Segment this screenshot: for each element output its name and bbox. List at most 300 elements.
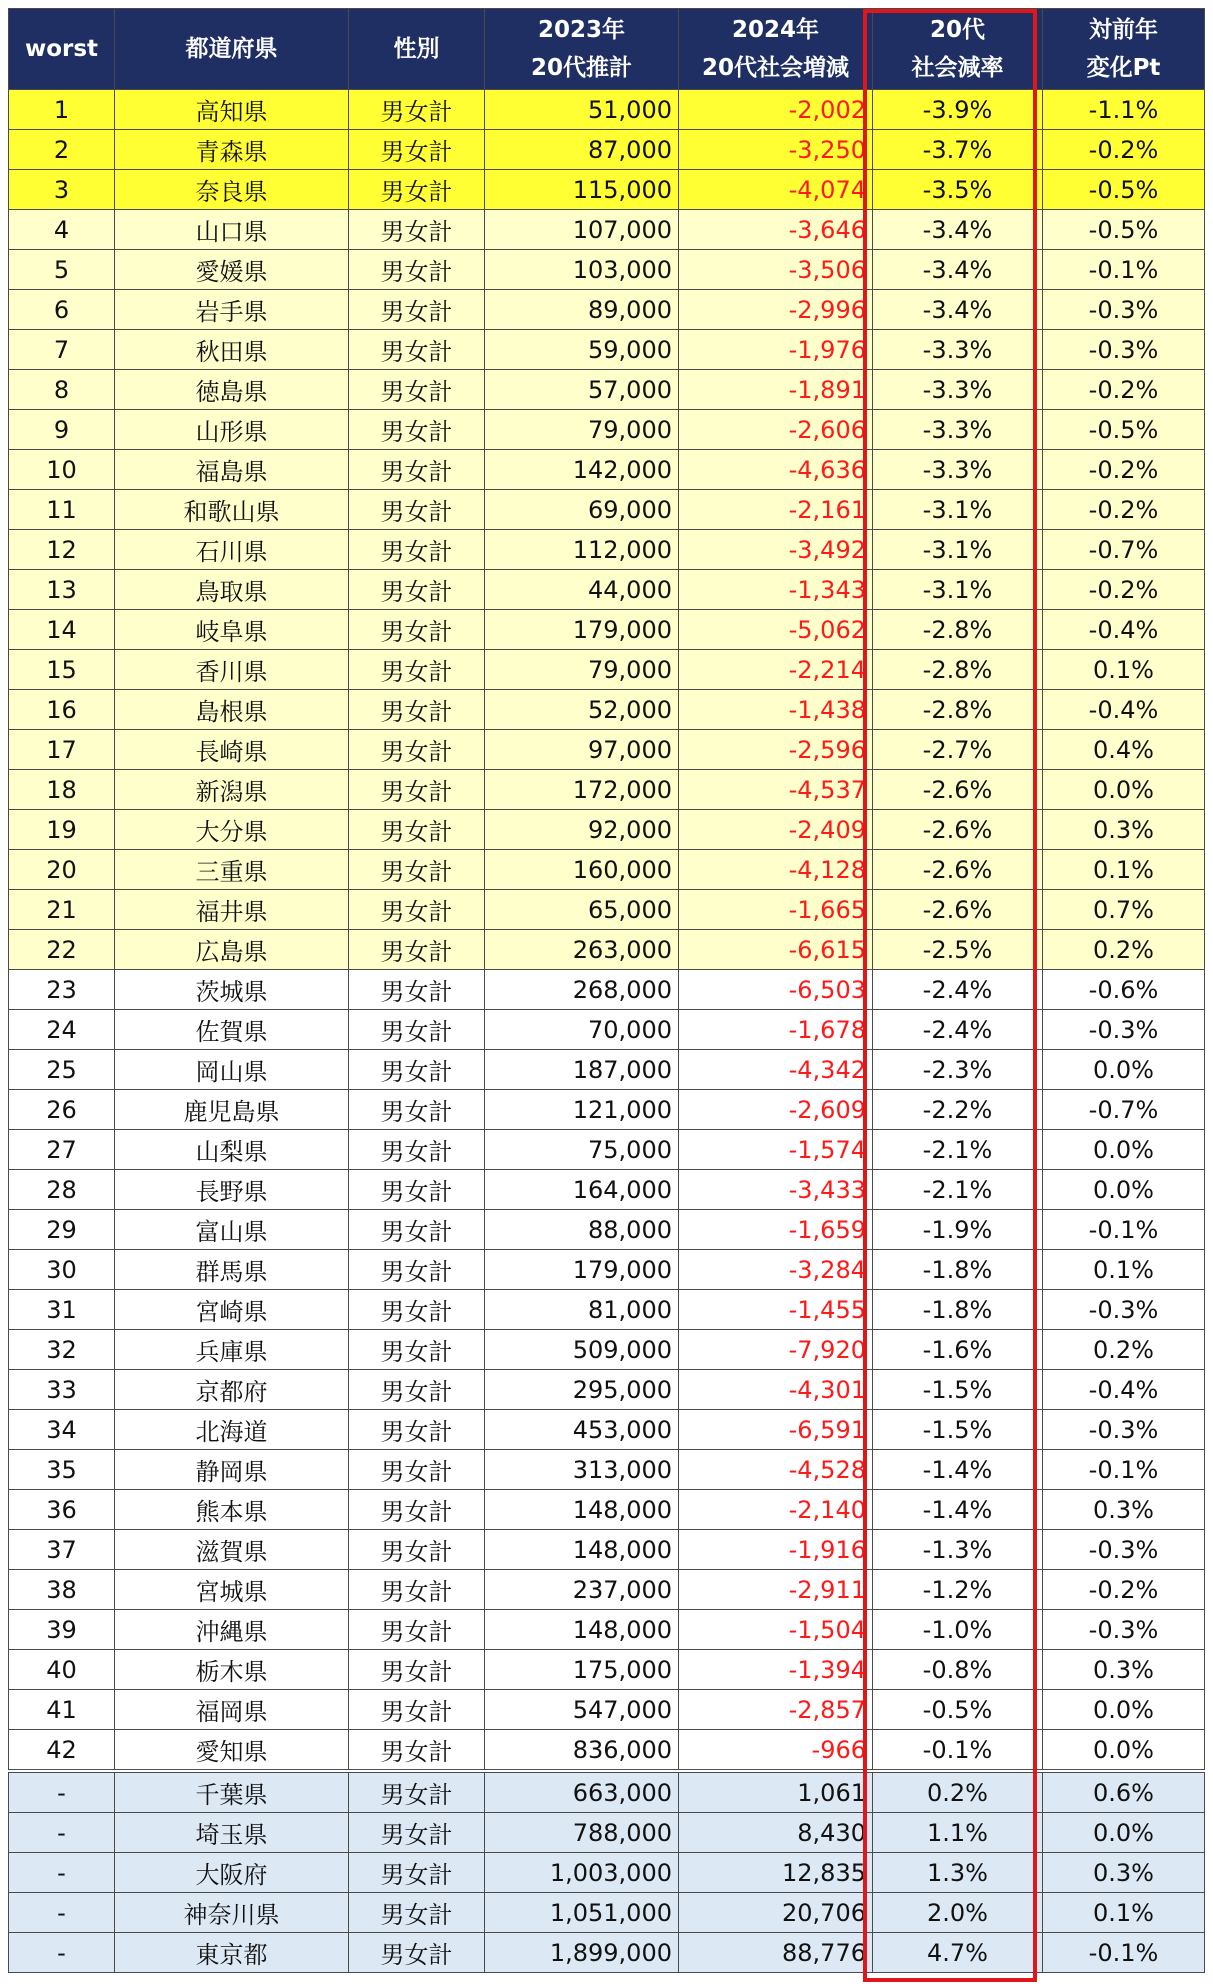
cell-rank: 29 — [9, 1210, 115, 1250]
cell-yoy-change: 0.4% — [1043, 730, 1205, 770]
cell-social-change: -2,002 — [679, 90, 873, 130]
cell-decrease-rate: -2.6% — [873, 810, 1043, 850]
cell-decrease-rate: -3.9% — [873, 90, 1043, 130]
cell-decrease-rate: -2.6% — [873, 850, 1043, 890]
cell-population: 115,000 — [485, 170, 679, 210]
cell-population: 1,899,000 — [485, 1933, 679, 1973]
cell-rank: 19 — [9, 810, 115, 850]
cell-rank: 37 — [9, 1530, 115, 1570]
cell-rank: 13 — [9, 570, 115, 610]
cell-rank: - — [9, 1933, 115, 1973]
cell-rank: 7 — [9, 330, 115, 370]
cell-social-change: -3,250 — [679, 130, 873, 170]
cell-sex: 男女計 — [349, 1250, 485, 1290]
cell-sex: 男女計 — [349, 930, 485, 970]
cell-rank: 41 — [9, 1690, 115, 1730]
cell-yoy-change: 0.7% — [1043, 890, 1205, 930]
cell-social-change: -4,636 — [679, 450, 873, 490]
cell-yoy-change: -0.3% — [1043, 1410, 1205, 1450]
cell-yoy-change: -0.4% — [1043, 610, 1205, 650]
table-row — [9, 90, 1205, 130]
cell-decrease-rate: -1.5% — [873, 1370, 1043, 1410]
header-sex: 性別 — [349, 9, 485, 90]
cell-prefecture: 千葉県 — [115, 1771, 349, 1813]
cell-prefecture: 広島県 — [115, 930, 349, 970]
cell-sex: 男女計 — [349, 90, 485, 130]
cell-decrease-rate: -2.6% — [873, 890, 1043, 930]
cell-rank: 3 — [9, 170, 115, 210]
cell-sex: 男女計 — [349, 530, 485, 570]
cell-prefecture: 大分県 — [115, 810, 349, 850]
cell-rank: 35 — [9, 1450, 115, 1490]
cell-yoy-change: 0.3% — [1043, 1853, 1205, 1893]
cell-decrease-rate: -1.4% — [873, 1450, 1043, 1490]
cell-rank: 24 — [9, 1010, 115, 1050]
header-population-line2: 20代推計 — [530, 55, 632, 81]
cell-prefecture: 三重県 — [115, 850, 349, 890]
cell-decrease-rate: -2.2% — [873, 1090, 1043, 1130]
cell-social-change: -1,665 — [679, 890, 873, 930]
table-row — [9, 1010, 1205, 1050]
cell-prefecture: 富山県 — [115, 1210, 349, 1250]
table-row — [9, 1210, 1205, 1250]
cell-prefecture: 佐賀県 — [115, 1010, 349, 1050]
cell-decrease-rate: 1.1% — [873, 1813, 1043, 1853]
cell-decrease-rate: -3.1% — [873, 570, 1043, 610]
table-row — [9, 330, 1205, 370]
cell-rank: 33 — [9, 1370, 115, 1410]
table-header — [9, 9, 1205, 90]
cell-decrease-rate: -2.1% — [873, 1130, 1043, 1170]
cell-decrease-rate: -2.4% — [873, 970, 1043, 1010]
cell-sex: 男女計 — [349, 1610, 485, 1650]
cell-population: 142,000 — [485, 450, 679, 490]
cell-rank: 42 — [9, 1730, 115, 1772]
cell-decrease-rate: -3.4% — [873, 210, 1043, 250]
header-prefecture: 都道府県 — [115, 9, 349, 90]
cell-prefecture: 福岡県 — [115, 1690, 349, 1730]
cell-sex: 男女計 — [349, 1771, 485, 1813]
cell-sex: 男女計 — [349, 610, 485, 650]
cell-sex: 男女計 — [349, 170, 485, 210]
cell-prefecture: 岩手県 — [115, 290, 349, 330]
cell-social-change: -2,996 — [679, 290, 873, 330]
cell-sex: 男女計 — [349, 570, 485, 610]
cell-prefecture: 福島県 — [115, 450, 349, 490]
cell-social-change: -1,504 — [679, 1610, 873, 1650]
cell-prefecture: 宮城県 — [115, 1570, 349, 1610]
cell-decrease-rate: -3.1% — [873, 530, 1043, 570]
cell-sex: 男女計 — [349, 1853, 485, 1893]
cell-decrease-rate: -1.0% — [873, 1610, 1043, 1650]
cell-yoy-change: -0.2% — [1043, 490, 1205, 530]
header-yoy-change-line1: 対前年 — [1089, 17, 1158, 43]
table-row — [9, 170, 1205, 210]
cell-prefecture: 新潟県 — [115, 770, 349, 810]
cell-decrease-rate: -2.7% — [873, 730, 1043, 770]
cell-rank: 2 — [9, 130, 115, 170]
cell-yoy-change: -0.3% — [1043, 1610, 1205, 1650]
cell-prefecture: 熊本県 — [115, 1490, 349, 1530]
cell-prefecture: 徳島県 — [115, 370, 349, 410]
table-row — [9, 1170, 1205, 1210]
cell-decrease-rate: -0.1% — [873, 1730, 1043, 1772]
table-row — [9, 1130, 1205, 1170]
cell-yoy-change: -0.3% — [1043, 290, 1205, 330]
cell-social-change: -2,596 — [679, 730, 873, 770]
cell-population: 836,000 — [485, 1730, 679, 1772]
cell-prefecture: 兵庫県 — [115, 1330, 349, 1370]
cell-population: 79,000 — [485, 410, 679, 450]
cell-social-change: 8,430 — [679, 1813, 873, 1853]
header-row — [9, 9, 1205, 90]
cell-population: 97,000 — [485, 730, 679, 770]
cell-yoy-change: -0.6% — [1043, 970, 1205, 1010]
cell-prefecture: 東京都 — [115, 1933, 349, 1973]
cell-prefecture: 京都府 — [115, 1370, 349, 1410]
table-row — [9, 250, 1205, 290]
cell-yoy-change: 0.6% — [1043, 1771, 1205, 1813]
table-row — [9, 1090, 1205, 1130]
cell-decrease-rate: -2.1% — [873, 1170, 1043, 1210]
cell-social-change: -4,128 — [679, 850, 873, 890]
table-row — [9, 570, 1205, 610]
cell-rank: 26 — [9, 1090, 115, 1130]
table-row — [9, 1853, 1205, 1893]
cell-sex: 男女計 — [349, 370, 485, 410]
cell-rank: 5 — [9, 250, 115, 290]
cell-population: 509,000 — [485, 1330, 679, 1370]
header-social-change-line1: 2024年 — [731, 17, 819, 43]
table-row — [9, 410, 1205, 450]
cell-sex: 男女計 — [349, 1010, 485, 1050]
cell-population: 69,000 — [485, 490, 679, 530]
cell-sex: 男女計 — [349, 130, 485, 170]
cell-sex: 男女計 — [349, 1730, 485, 1772]
cell-prefecture: 静岡県 — [115, 1450, 349, 1490]
cell-prefecture: 埼玉県 — [115, 1813, 349, 1853]
cell-sex: 男女計 — [349, 210, 485, 250]
cell-decrease-rate: -2.5% — [873, 930, 1043, 970]
cell-yoy-change: 0.2% — [1043, 1330, 1205, 1370]
cell-yoy-change: -0.5% — [1043, 410, 1205, 450]
cell-sex: 男女計 — [349, 1170, 485, 1210]
cell-yoy-change: -0.5% — [1043, 210, 1205, 250]
cell-sex: 男女計 — [349, 1893, 485, 1933]
cell-social-change: 12,835 — [679, 1853, 873, 1893]
cell-prefecture: 岡山県 — [115, 1050, 349, 1090]
cell-rank: 1 — [9, 90, 115, 130]
cell-sex: 男女計 — [349, 1933, 485, 1973]
header-social-change-line2: 20代社会増減 — [701, 55, 849, 81]
cell-population: 52,000 — [485, 690, 679, 730]
cell-yoy-change: -0.1% — [1043, 1450, 1205, 1490]
table-row — [9, 1250, 1205, 1290]
cell-sex: 男女計 — [349, 410, 485, 450]
cell-population: 313,000 — [485, 1450, 679, 1490]
table-row — [9, 1730, 1205, 1772]
cell-prefecture: 高知県 — [115, 90, 349, 130]
cell-population: 453,000 — [485, 1410, 679, 1450]
cell-yoy-change: 0.1% — [1043, 1250, 1205, 1290]
cell-rank: 10 — [9, 450, 115, 490]
cell-rank: 9 — [9, 410, 115, 450]
cell-rank: 11 — [9, 490, 115, 530]
table-body — [9, 90, 1205, 1973]
table-row — [9, 770, 1205, 810]
cell-rank: 27 — [9, 1130, 115, 1170]
table-row — [9, 1893, 1205, 1933]
table-row — [9, 210, 1205, 250]
cell-decrease-rate: -0.5% — [873, 1690, 1043, 1730]
table-row — [9, 1530, 1205, 1570]
header-yoy-change — [1043, 9, 1205, 90]
cell-sex: 男女計 — [349, 1090, 485, 1130]
cell-rank: 23 — [9, 970, 115, 1010]
cell-social-change: -1,976 — [679, 330, 873, 370]
cell-rank: 28 — [9, 1170, 115, 1210]
cell-yoy-change: -0.1% — [1043, 1933, 1205, 1973]
cell-sex: 男女計 — [349, 1490, 485, 1530]
cell-sex: 男女計 — [349, 330, 485, 370]
cell-population: 148,000 — [485, 1530, 679, 1570]
cell-social-change: -2,606 — [679, 410, 873, 450]
cell-yoy-change: 0.0% — [1043, 1130, 1205, 1170]
cell-social-change: -1,455 — [679, 1290, 873, 1330]
cell-yoy-change: 0.2% — [1043, 930, 1205, 970]
table-row — [9, 1410, 1205, 1450]
cell-decrease-rate: -1.9% — [873, 1210, 1043, 1250]
cell-population: 148,000 — [485, 1490, 679, 1530]
cell-decrease-rate: -2.8% — [873, 650, 1043, 690]
cell-sex: 男女計 — [349, 1130, 485, 1170]
cell-rank: 16 — [9, 690, 115, 730]
cell-population: 179,000 — [485, 610, 679, 650]
cell-prefecture: 奈良県 — [115, 170, 349, 210]
table-row — [9, 730, 1205, 770]
cell-decrease-rate: -1.6% — [873, 1330, 1043, 1370]
cell-sex: 男女計 — [349, 490, 485, 530]
cell-rank: 17 — [9, 730, 115, 770]
cell-prefecture: 愛媛県 — [115, 250, 349, 290]
cell-yoy-change: -0.7% — [1043, 530, 1205, 570]
cell-rank: 18 — [9, 770, 115, 810]
cell-population: 75,000 — [485, 1130, 679, 1170]
table-row — [9, 690, 1205, 730]
cell-rank: 15 — [9, 650, 115, 690]
cell-decrease-rate: 1.3% — [873, 1853, 1043, 1893]
cell-social-change: -4,342 — [679, 1050, 873, 1090]
cell-decrease-rate: -1.8% — [873, 1290, 1043, 1330]
table-row — [9, 930, 1205, 970]
table-row — [9, 610, 1205, 650]
cell-rank: 36 — [9, 1490, 115, 1530]
cell-social-change: -2,409 — [679, 810, 873, 850]
cell-rank: - — [9, 1771, 115, 1813]
cell-sex: 男女計 — [349, 1210, 485, 1250]
cell-population: 148,000 — [485, 1610, 679, 1650]
prefecture-ranking-table — [8, 8, 1205, 1973]
cell-prefecture: 大阪府 — [115, 1853, 349, 1893]
table-row — [9, 1610, 1205, 1650]
table-row — [9, 650, 1205, 690]
cell-decrease-rate: -2.6% — [873, 770, 1043, 810]
cell-social-change: -2,140 — [679, 1490, 873, 1530]
cell-prefecture: 群馬県 — [115, 1250, 349, 1290]
cell-social-change: -1,678 — [679, 1010, 873, 1050]
cell-yoy-change: 0.3% — [1043, 810, 1205, 850]
cell-population: 547,000 — [485, 1690, 679, 1730]
cell-population: 89,000 — [485, 290, 679, 330]
cell-social-change: -3,433 — [679, 1170, 873, 1210]
cell-social-change: -6,503 — [679, 970, 873, 1010]
cell-yoy-change: -0.4% — [1043, 1370, 1205, 1410]
table-row — [9, 1050, 1205, 1090]
cell-yoy-change: -0.3% — [1043, 1290, 1205, 1330]
cell-decrease-rate: -1.5% — [873, 1410, 1043, 1450]
cell-yoy-change: 0.1% — [1043, 850, 1205, 890]
cell-population: 112,000 — [485, 530, 679, 570]
cell-prefecture: 栃木県 — [115, 1650, 349, 1690]
cell-rank: - — [9, 1853, 115, 1893]
cell-population: 65,000 — [485, 890, 679, 930]
cell-sex: 男女計 — [349, 650, 485, 690]
cell-rank: - — [9, 1813, 115, 1853]
cell-prefecture: 滋賀県 — [115, 1530, 349, 1570]
table-row — [9, 1490, 1205, 1530]
cell-yoy-change: 0.3% — [1043, 1490, 1205, 1530]
cell-social-change: -5,062 — [679, 610, 873, 650]
cell-rank: 40 — [9, 1650, 115, 1690]
cell-rank: 4 — [9, 210, 115, 250]
cell-decrease-rate: -1.2% — [873, 1570, 1043, 1610]
cell-decrease-rate: -3.4% — [873, 290, 1043, 330]
cell-population: 268,000 — [485, 970, 679, 1010]
cell-population: 79,000 — [485, 650, 679, 690]
cell-yoy-change: 0.1% — [1043, 1893, 1205, 1933]
cell-social-change: -966 — [679, 1730, 873, 1772]
cell-social-change: -1,916 — [679, 1530, 873, 1570]
cell-prefecture: 愛知県 — [115, 1730, 349, 1772]
cell-rank: 6 — [9, 290, 115, 330]
cell-population: 92,000 — [485, 810, 679, 850]
table-row — [9, 1690, 1205, 1730]
cell-sex: 男女計 — [349, 1650, 485, 1690]
cell-rank: 21 — [9, 890, 115, 930]
cell-social-change: -1,891 — [679, 370, 873, 410]
cell-social-change: -4,537 — [679, 770, 873, 810]
cell-sex: 男女計 — [349, 770, 485, 810]
cell-yoy-change: -0.2% — [1043, 450, 1205, 490]
cell-population: 81,000 — [485, 1290, 679, 1330]
table-row — [9, 1370, 1205, 1410]
cell-population: 1,051,000 — [485, 1893, 679, 1933]
cell-prefecture: 神奈川県 — [115, 1893, 349, 1933]
table-row — [9, 1813, 1205, 1853]
cell-sex: 男女計 — [349, 1570, 485, 1610]
cell-prefecture: 山形県 — [115, 410, 349, 450]
cell-social-change: -4,301 — [679, 1370, 873, 1410]
cell-sex: 男女計 — [349, 810, 485, 850]
cell-population: 87,000 — [485, 130, 679, 170]
cell-yoy-change: -0.3% — [1043, 330, 1205, 370]
cell-sex: 男女計 — [349, 890, 485, 930]
table-row — [9, 1330, 1205, 1370]
cell-population: 172,000 — [485, 770, 679, 810]
table-row — [9, 970, 1205, 1010]
cell-decrease-rate: -3.7% — [873, 130, 1043, 170]
table-row — [9, 450, 1205, 490]
table-row — [9, 810, 1205, 850]
cell-decrease-rate: -0.8% — [873, 1650, 1043, 1690]
cell-social-change: -7,920 — [679, 1330, 873, 1370]
cell-decrease-rate: -2.8% — [873, 690, 1043, 730]
cell-rank: 34 — [9, 1410, 115, 1450]
cell-social-change: -1,343 — [679, 570, 873, 610]
cell-decrease-rate: -2.4% — [873, 1010, 1043, 1050]
cell-population: 44,000 — [485, 570, 679, 610]
cell-population: 160,000 — [485, 850, 679, 890]
cell-yoy-change: -0.3% — [1043, 1010, 1205, 1050]
table-row — [9, 890, 1205, 930]
cell-decrease-rate: 2.0% — [873, 1893, 1043, 1933]
cell-population: 663,000 — [485, 1771, 679, 1813]
cell-population: 107,000 — [485, 210, 679, 250]
header-population — [485, 9, 679, 90]
cell-rank: 12 — [9, 530, 115, 570]
cell-social-change: -6,615 — [679, 930, 873, 970]
cell-decrease-rate: -3.4% — [873, 250, 1043, 290]
cell-decrease-rate: -3.5% — [873, 170, 1043, 210]
cell-population: 88,000 — [485, 1210, 679, 1250]
cell-yoy-change: 0.0% — [1043, 770, 1205, 810]
cell-social-change: -3,646 — [679, 210, 873, 250]
cell-sex: 男女計 — [349, 850, 485, 890]
cell-population: 164,000 — [485, 1170, 679, 1210]
cell-population: 70,000 — [485, 1010, 679, 1050]
cell-population: 103,000 — [485, 250, 679, 290]
cell-prefecture: 岐阜県 — [115, 610, 349, 650]
cell-yoy-change: 0.0% — [1043, 1813, 1205, 1853]
cell-social-change: -6,591 — [679, 1410, 873, 1450]
cell-yoy-change: -1.1% — [1043, 90, 1205, 130]
header-decrease-rate — [873, 9, 1043, 90]
cell-rank: 31 — [9, 1290, 115, 1330]
cell-decrease-rate: -3.3% — [873, 330, 1043, 370]
cell-yoy-change: 0.0% — [1043, 1730, 1205, 1772]
header-yoy-change-line2: 変化Pt — [1086, 55, 1161, 81]
cell-population: 59,000 — [485, 330, 679, 370]
cell-social-change: -1,574 — [679, 1130, 873, 1170]
cell-prefecture: 山梨県 — [115, 1130, 349, 1170]
cell-social-change: -2,161 — [679, 490, 873, 530]
cell-yoy-change: 0.3% — [1043, 1650, 1205, 1690]
cell-sex: 男女計 — [349, 1330, 485, 1370]
cell-decrease-rate: -1.4% — [873, 1490, 1043, 1530]
cell-sex: 男女計 — [349, 1370, 485, 1410]
cell-yoy-change: -0.2% — [1043, 370, 1205, 410]
cell-population: 179,000 — [485, 1250, 679, 1290]
cell-prefecture: 福井県 — [115, 890, 349, 930]
header-population-line1: 2023年 — [537, 17, 625, 43]
cell-sex: 男女計 — [349, 1290, 485, 1330]
cell-sex: 男女計 — [349, 970, 485, 1010]
table-row — [9, 1290, 1205, 1330]
cell-prefecture: 茨城県 — [115, 970, 349, 1010]
cell-prefecture: 秋田県 — [115, 330, 349, 370]
cell-yoy-change: -0.2% — [1043, 570, 1205, 610]
cell-social-change: 1,061 — [679, 1771, 873, 1813]
